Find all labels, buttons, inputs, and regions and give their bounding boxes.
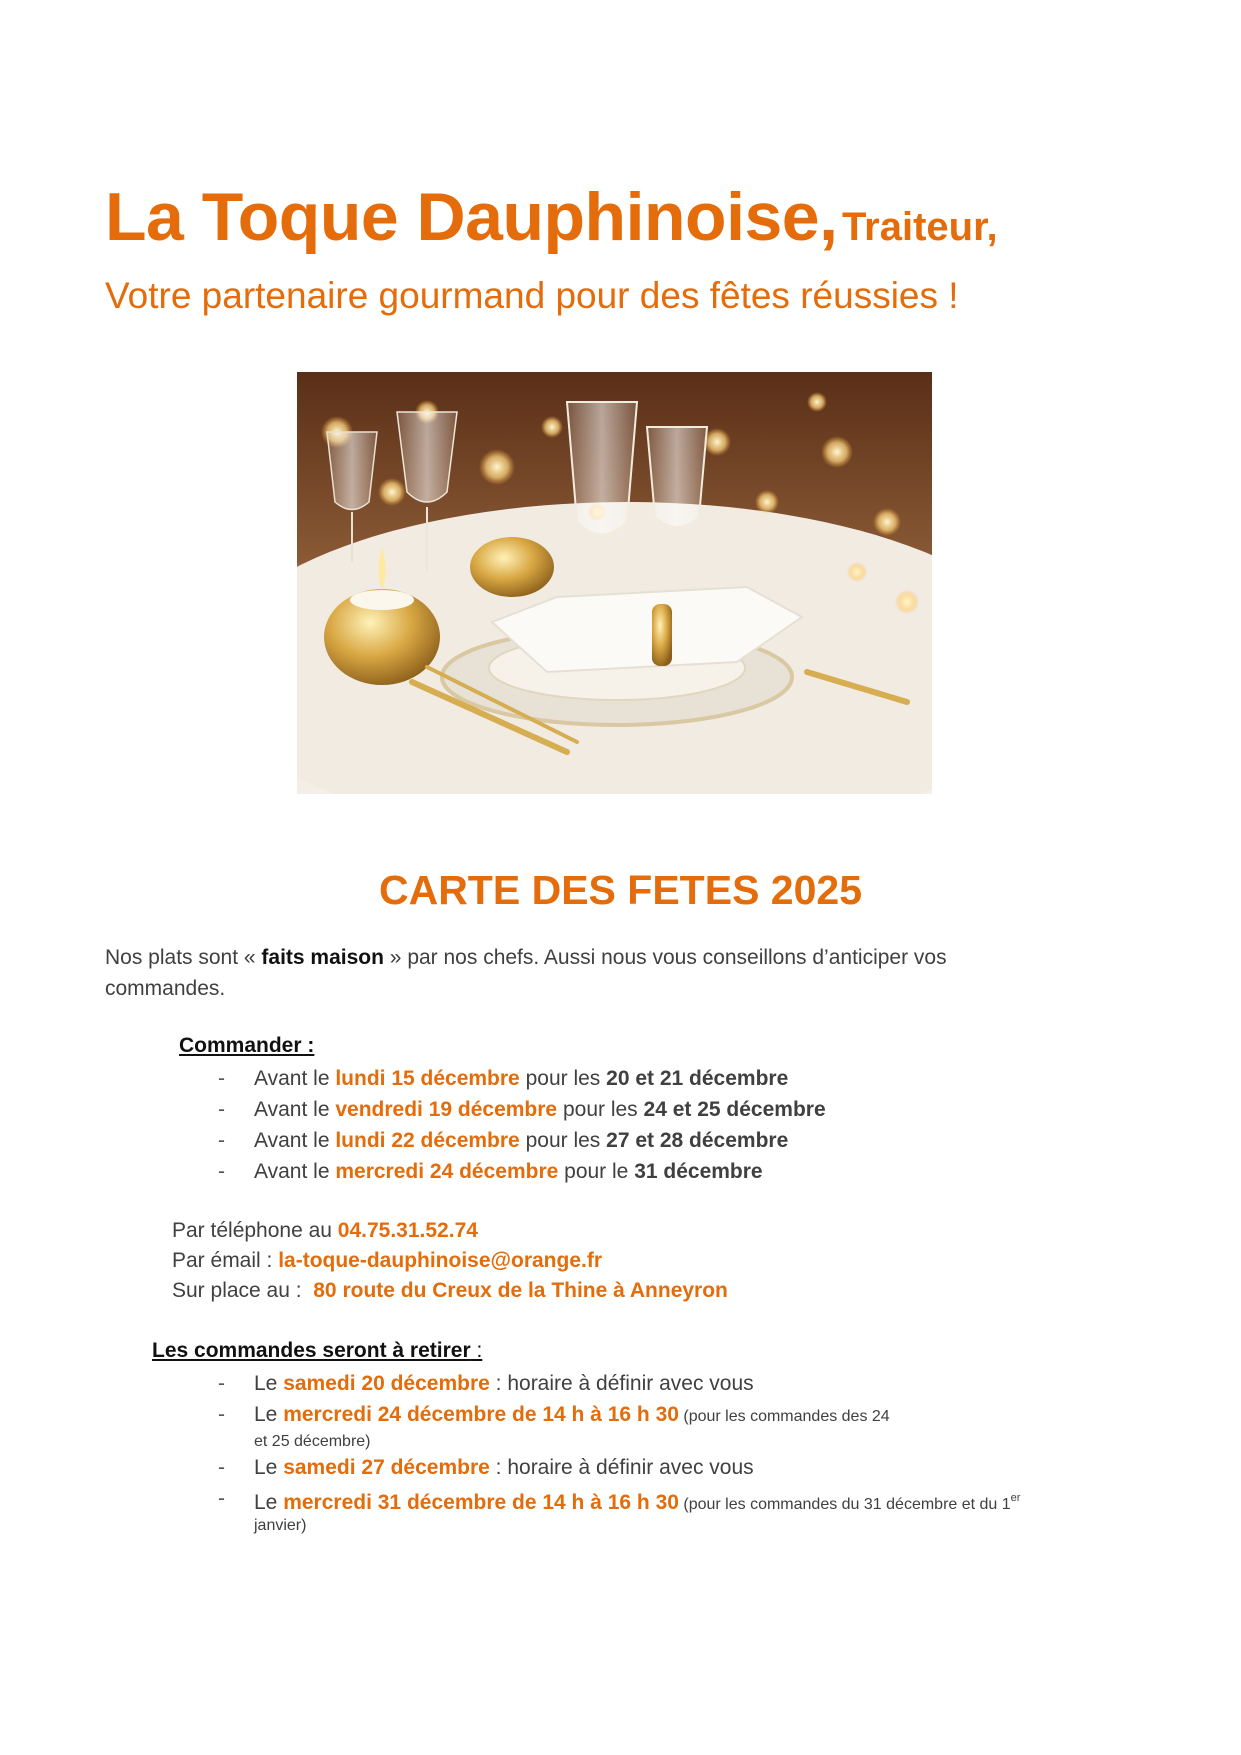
email-link[interactable]: la-toque-dauphinoise@orange.fr <box>278 1249 603 1272</box>
bullet-dash: - <box>218 1129 225 1152</box>
phone-link[interactable]: 04.75.31.52.74 <box>337 1219 478 1242</box>
bullet-dash: - <box>218 1456 225 1479</box>
intro-bold: faits maison <box>261 946 384 969</box>
bullet-dash: - <box>218 1160 225 1183</box>
pickup-heading: Les commandes seront à retirer : <box>152 1339 483 1362</box>
brand-subtitle: Traiteur, <box>841 205 998 249</box>
brand-title <box>105 178 998 256</box>
address-text: 80 route du Creux de la Thine à Anneyron <box>313 1279 728 1302</box>
intro-paragraph <box>105 942 1025 1004</box>
page: La Toque Dauphinoise, Traiteur, Votre partenaire gourmand pour des fêtes réussies ! CARTE DES FETES 2025 Nos plats sont « faits maison » par nos chefs. Aussi nous vous conseillons d’anticiper vos commandes. Commander : - Avant le lundi 15 décembre pour les 20 et 21 décembre - Avant le vendredi 19 décembre pour les 24 et 25 décembre - Avant le lundi 22 décembre pour les 27 et 28 décembre - Avant le mercredi 24 décembre pour le 31 décembre Par téléphone au 04.75.31.52.74 Par émail : la-toque-dauphinoise@orange.fr Sur place au : 80 route du Creux de la Thine à Anneyron Les commandes seront à retirer : - Le samedi 20 décembre : horaire à définir avec vous - Le mercredi 24 décembre de 14 h à 16 h 30 (pour les commandes des 24 et 25 décembre) - Le samedi 27 décembre : horaire à définir avec vous - Le mercredi 31 décembre de 14 h à 16 h 30 (pour les commandes du 31 décembre et du 1er janvier) <box>0 0 1241 1755</box>
contact-email: Par émail : la-toque-dauphinoise@orange.fr <box>172 1249 603 1272</box>
bullet-dash: - <box>218 1098 225 1121</box>
contact-phone: Par téléphone au 04.75.31.52.74 <box>172 1219 478 1242</box>
contact-address: Sur place au : 80 route du Creux de la Thine à Anneyron <box>172 1279 728 1302</box>
tagline: Votre partenaire gourmand pour des fêtes réussies ! <box>105 275 959 316</box>
intro-text-start: Nos plats sont « <box>105 946 262 969</box>
bullet-dash: - <box>218 1403 225 1426</box>
intro-text-end: » par nos chefs. Aussi nous vous conseillons d’anticiper vos commandes. <box>105 946 947 1000</box>
bullet-dash: - <box>218 1067 225 1090</box>
bullet-dash: - <box>218 1487 225 1510</box>
bullet-dash: - <box>218 1372 225 1395</box>
order-heading: Commander : <box>179 1034 315 1057</box>
brand-name: La Toque Dauphinoise, <box>105 179 838 255</box>
festive-table-photo <box>297 372 932 794</box>
section-title: CARTE DES FETES 2025 <box>378 867 863 913</box>
